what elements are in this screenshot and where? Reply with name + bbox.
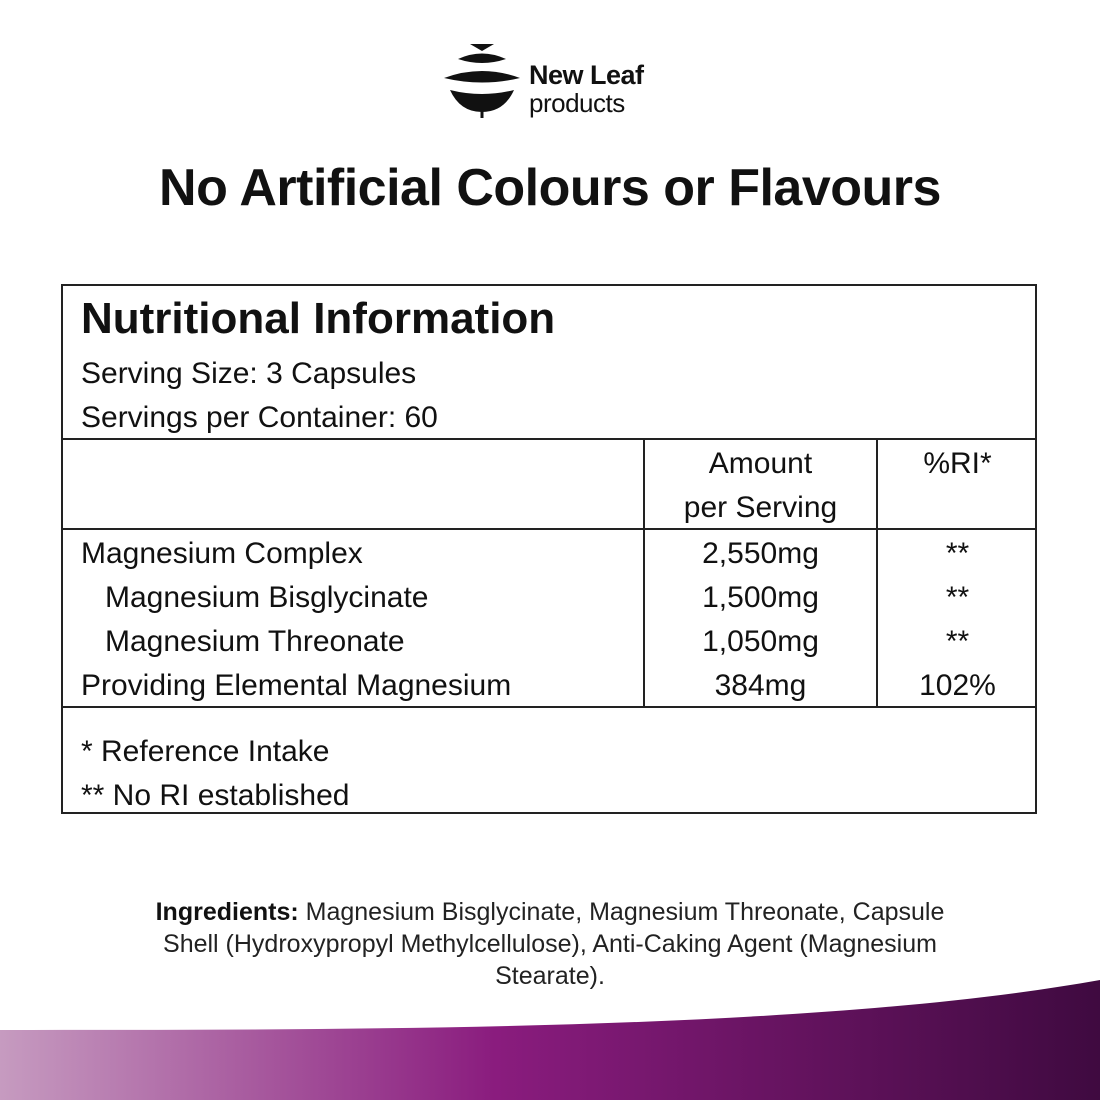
row-amount: 2,550mg [702,537,819,570]
brand-logo [440,40,680,122]
footnote-reference-intake: * Reference Intake [81,735,330,768]
nutrition-title: Nutritional Information [81,294,556,343]
leaf-pagoda-icon [440,40,524,122]
divider-header [63,438,1035,440]
footnote-no-ri: ** No RI established [81,779,350,812]
divider-footnotes [63,706,1035,708]
divider-rows [63,528,1035,530]
ingredients-text [140,896,960,992]
column-header-amount-line1: Amount [708,447,813,480]
row-name: Providing Elemental Magnesium [81,669,512,702]
ingredients-list: Magnesium Bisglycinate, Magnesium Threonate, Capsule Shell (Hydroxypropyl Methylcellulose), Anti-Caking Agent (Magnesium Stearate). [163,898,945,990]
row-amount: 384mg [714,669,807,702]
row-amount: 1,500mg [702,581,819,614]
column-header-ri: %RI* [923,447,992,480]
row-ri: ** [945,581,970,614]
nutrition-panel [61,284,1037,814]
row-ri: ** [945,625,970,658]
brand-name: New Leaf [529,60,644,90]
headline: No Artificial Colours or Flavours [159,159,941,217]
row-name: Magnesium Bisglycinate [105,581,429,614]
row-amount: 1,050mg [702,625,819,658]
brand-subname: products [529,88,625,118]
row-name: Magnesium Threonate [105,625,405,658]
row-ri: 102% [919,669,996,702]
serving-size: Serving Size: 3 Capsules [81,357,417,390]
servings-per-container: Servings per Container: 60 [81,401,438,434]
row-ri: ** [945,537,970,570]
bottom-wave-decoration [0,980,1100,1100]
column-header-amount-line2: per Serving [683,491,838,524]
ingredients-label: Ingredients: [155,898,299,926]
row-name: Magnesium Complex [81,537,363,570]
